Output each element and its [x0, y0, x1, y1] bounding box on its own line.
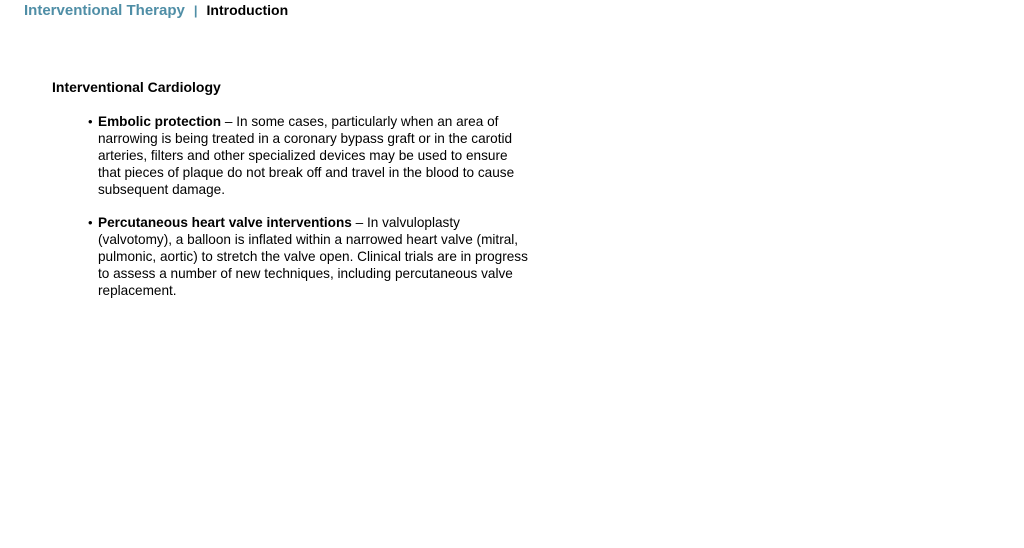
bullet-marker: • [88, 114, 93, 129]
header-separator: | [193, 2, 198, 18]
page-title: Introduction [206, 2, 289, 18]
bullet-text: – In valvuloplasty (valvotomy), a balloon is inflated within a narrowed heart valve (mitral, pulmonic, aortic) to stretch the valve open. Clinical trials are in progress to assess a number of new techniques, including percutaneous valve replacement. [98, 215, 528, 298]
bullet-text: – In some cases, particularly when an area of narrowing is being treated in a coronary bypass graft or in the carotid arteries, filters and other specialized devices may be used to ensure that pieces of plaque do not break off and travel in the blood to cause subsequent damage. [98, 114, 515, 197]
section-heading: Interventional Cardiology [52, 79, 221, 95]
bullet-item-valve-interventions [88, 214, 528, 299]
bullet-term: Percutaneous heart valve interventions [98, 215, 352, 230]
header-bar [24, 0, 288, 20]
bullet-list [88, 113, 528, 315]
section-title: Interventional Therapy [24, 1, 185, 19]
bullet-marker: • [88, 215, 93, 230]
bullet-term: Embolic protection [98, 114, 222, 129]
bullet-item-embolic-protection [88, 113, 528, 198]
